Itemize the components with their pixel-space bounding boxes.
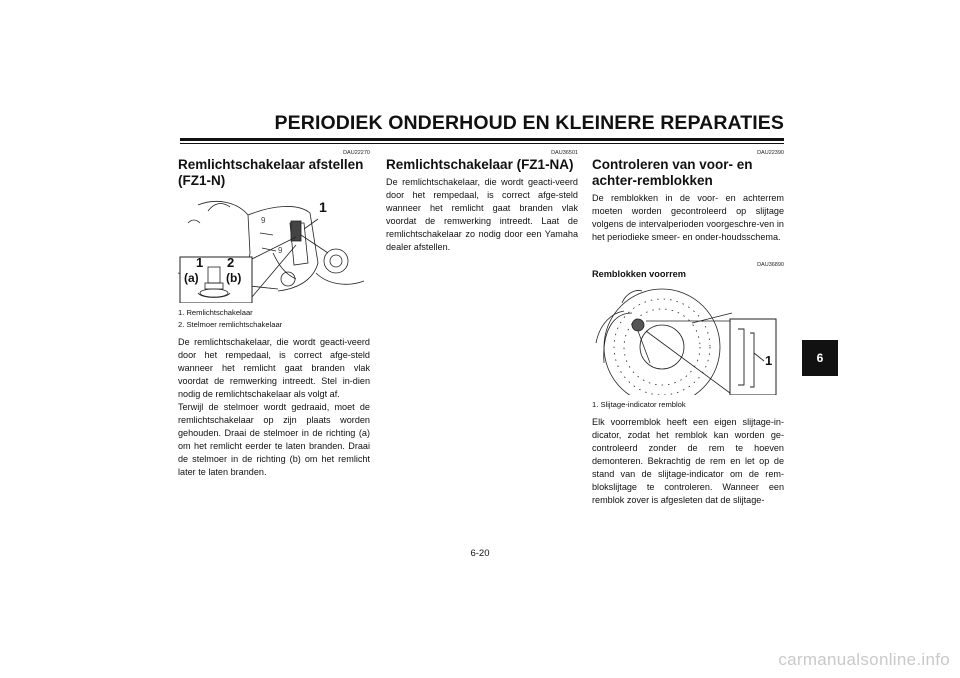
section-heading: Controleren van voor- en achter-remblokken xyxy=(592,157,753,188)
section-heading: Remlichtschakelaar afstellen (FZ1-N) xyxy=(178,157,364,188)
watermark: carmanualsonline.info xyxy=(778,650,950,669)
body-paragraph: De remlichtschakelaar, die wordt geacti-veerd door het rempedaal, is correct afge-steld wanneer het remlicht gaat branden vlak voordat de remwerking intreedt. Stel in-dien nodig de remlichtschakelaar als volgt af. xyxy=(178,337,370,399)
body-paragraph: Terwijl de stelmoer wordt gedraaid, moet de remlichtschakelaar op zijn plaats worden gehouden. Draai de stelmoer in de richting (a) om het remlicht eerder te laten branden. Draai de stelmoer in de richting (b) om het remlicht later te laten branden. xyxy=(178,402,370,477)
brake-switch-illustration xyxy=(178,193,370,303)
callout-a-inset: (a) xyxy=(184,271,199,285)
section-code: DAU22270 xyxy=(343,150,370,156)
figure-caption: 2. Stelmoer remlichtschakelaar xyxy=(178,320,283,329)
section-code: DAU36501 xyxy=(551,150,578,156)
callout-1-inset: 1 xyxy=(196,255,204,270)
page-title: PERIODIEK ONDERHOUD EN KLEINERE REPARATIES xyxy=(274,112,784,134)
section-heading: Remlichtschakelaar (FZ1-NA) xyxy=(386,157,574,172)
subsection-heading: Remblokken voorrem xyxy=(592,269,686,279)
brake-pad-illustration xyxy=(592,283,784,395)
svg-text:9: 9 xyxy=(261,216,266,225)
column-brake-switch-na xyxy=(386,150,578,254)
svg-text:9: 9 xyxy=(278,246,283,255)
section-code: DAU22390 xyxy=(757,150,784,156)
figure-caption: 1. Slijtage-indicator remblok xyxy=(592,400,686,409)
column-brake-pads xyxy=(592,150,784,507)
page-number: 6-20 xyxy=(470,548,490,559)
body-paragraph: De remblokken in de voor- en achterrem moeten worden gecontroleerd op slijtage volgens de intervalperioden voorgeschre-ven in het periodieke smeer- en onder-houdsschema. xyxy=(592,193,784,242)
title-rule xyxy=(180,138,784,141)
body-paragraph: Elk voorremblok heeft een eigen slijtage-in-dicator, zodat het remblok kan worden ge-controleerd zonder de rem te hoeven demonteren. Bekrachtig de rem en let op de stand van de slijtage-indicator om de rem-blokslijtage te controleren. Wanneer een remblok zover is afgesleten dat de slijtage- xyxy=(592,417,784,505)
chapter-tab: 6 xyxy=(802,340,838,376)
subsection-code: DAU36890 xyxy=(757,262,784,268)
callout-2-inset: 2 xyxy=(227,255,235,270)
figure-caption: 1. Remlichtschakelaar xyxy=(178,308,253,317)
callout-b-inset: (b) xyxy=(226,271,242,285)
front-brake-pad-figure xyxy=(592,283,784,395)
column-brake-switch-adjust xyxy=(178,150,370,479)
title-rule-thin xyxy=(180,143,784,144)
callout-1: 1 xyxy=(765,353,773,368)
body-paragraph: De remlichtschakelaar, die wordt geacti-veerd door het rempedaal, is correct afge-steld wanneer het remlicht gaat branden vlak voordat de remwerking intreedt. Laat de remlichtschakelaar zo nodig door een Yamaha dealer afstellen. xyxy=(386,177,578,252)
brake-light-switch-figure xyxy=(178,193,370,303)
callout-1-main: 1 xyxy=(319,199,327,215)
